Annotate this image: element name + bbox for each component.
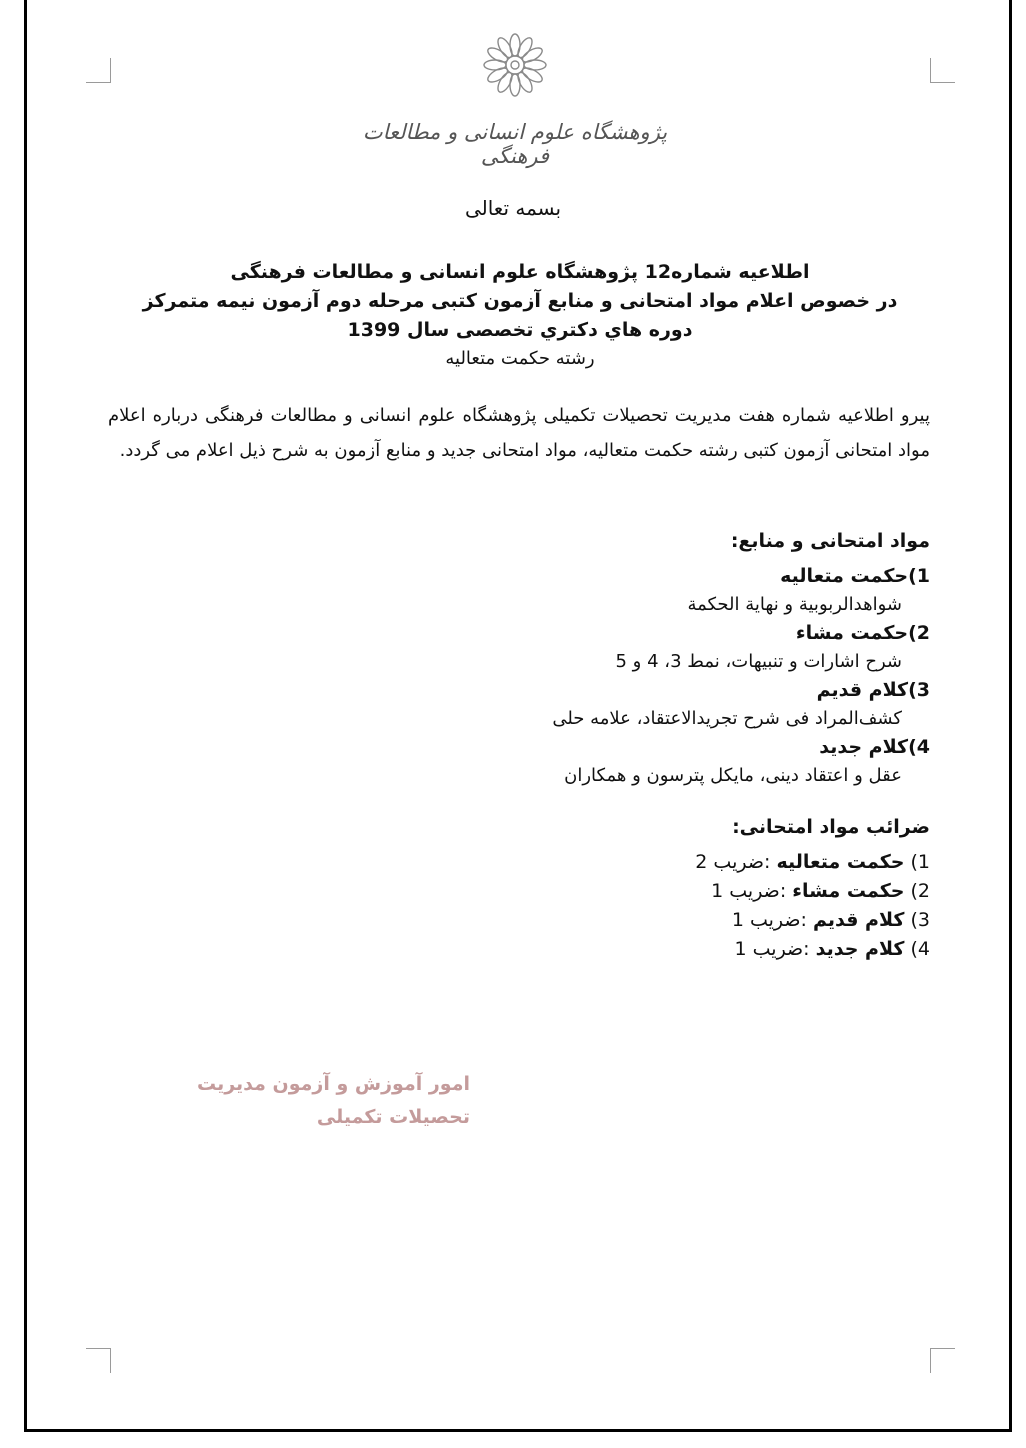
- subject-name: کلام جدید: [819, 736, 909, 758]
- list-item: [230, 562, 930, 619]
- crop-mark-top-right: [930, 58, 955, 83]
- weight-number: 1): [910, 851, 930, 873]
- announcement-heading: [130, 258, 910, 373]
- subject-name: حکمت مشاء: [795, 622, 909, 644]
- list-item: [430, 906, 930, 935]
- list-item: [230, 619, 930, 676]
- subject-number: 4): [908, 736, 930, 758]
- weight-coefficient: :ضریب 1: [734, 938, 810, 960]
- subject-number: 3): [908, 679, 930, 701]
- bismillah-line: بسمه تعالی: [464, 196, 562, 220]
- subject-number: 2): [908, 622, 930, 644]
- body-paragraph: پیرو اطلاعیه شماره هفت مدیریت تحصیلات تکمیلی پژوهشگاه علوم انسانی و مطالعات فرهنگی درباره اعلام مواد امتحانی آزمون کتبی رشته حکمت متعالیه، مواد امتحانی جدید و منابع آزمون به شرح ذیل اعلام می گردد.: [108, 405, 930, 461]
- crop-mark-top-left: [86, 58, 111, 83]
- heading-line-3: دوره هاي دکتري تخصصی سال 1399: [347, 319, 693, 341]
- list-item: [230, 676, 930, 733]
- crop-mark-bottom-right: [930, 1348, 955, 1373]
- institute-logo-icon: [482, 32, 548, 98]
- weight-coefficient: :ضریب 1: [711, 880, 787, 902]
- subject-source: کشف‌المراد فی شرح تجریدالاعتقاد، علامه حلی: [552, 708, 902, 729]
- subject-source: شرح اشارات و تنبیهات، نمط 3، 4 و 5: [615, 651, 902, 672]
- institute-name: پژوهشگاه علوم انسانی و مطالعات فرهنگی: [362, 120, 668, 168]
- subject-name: حکمت متعالیه: [780, 565, 909, 587]
- subjects-list: [230, 562, 930, 790]
- weights-title: ضرائب مواد امتحانی:: [732, 816, 930, 838]
- signature-block: امور آموزش و آزمون مدیریت تحصیلات تکمیلی: [196, 1073, 470, 1128]
- heading-line-1: اطلاعیه شماره12 پژوهشگاه علوم انسانی و مطالعات فرهنگی: [230, 261, 810, 283]
- subject-number: 1): [908, 565, 930, 587]
- weight-number: 4): [910, 938, 930, 960]
- subject-source: عقل و اعتقاد دینی، مایکل پترسون و همکاران: [564, 765, 902, 786]
- weight-coefficient: :ضریب 2: [695, 851, 771, 873]
- subject-source: شواهدالربوبیة و نهایة الحکمة: [687, 594, 902, 615]
- weight-subject: حکمت مشاء: [792, 880, 905, 902]
- list-item: [230, 733, 930, 790]
- weight-number: 3): [910, 909, 930, 931]
- heading-line-2: در خصوص اعلام مواد امتحانی و منابع آزمون کتبی مرحله دوم آزمون نیمه متمرکز: [142, 290, 898, 312]
- crop-mark-bottom-left: [86, 1348, 111, 1373]
- weights-list: [430, 848, 930, 964]
- list-item: [430, 877, 930, 906]
- subjects-title: مواد امتحانی و منابع:: [730, 530, 930, 552]
- weight-subject: حکمت متعالیه: [776, 851, 905, 873]
- list-item: [430, 935, 930, 964]
- weight-subject: کلام جدید: [815, 938, 905, 960]
- weight-subject: کلام قدیم: [812, 909, 905, 931]
- heading-field: رشته حکمت متعالیه: [445, 348, 595, 369]
- subject-name: کلام قدیم: [816, 679, 909, 701]
- weight-number: 2): [910, 880, 930, 902]
- list-item: [430, 848, 930, 877]
- weight-coefficient: :ضریب 1: [731, 909, 807, 931]
